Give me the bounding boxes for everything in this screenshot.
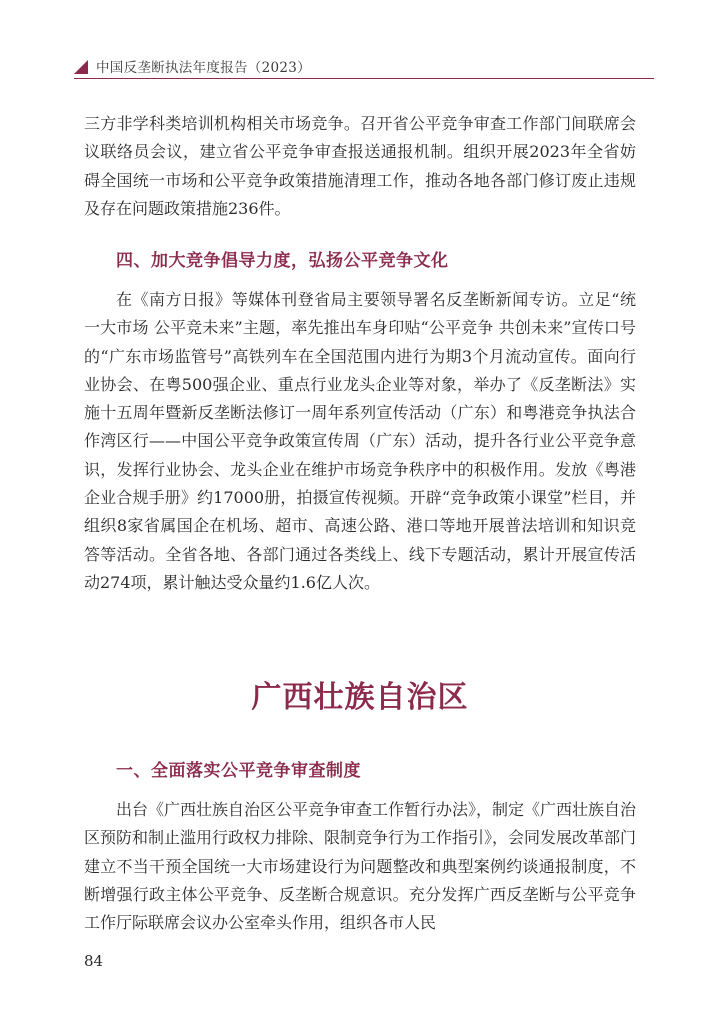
header-triangle-mark (74, 60, 88, 74)
header-title: 中国反垄断执法年度报告（2023） (96, 60, 311, 76)
section-heading-4: 四、加大竞争倡导力度，弘扬公平竞争文化 (116, 251, 449, 271)
section-heading-1: 一、全面落实公平竞争审查制度 (116, 761, 361, 781)
paragraph-review-system: 出台《广西壮族自治区公平竞争审查工作暂行办法》，制定《广西壮族自治区预防和制止滥用行政权力排除、限制竞争行为工作指引》，会同发展改革部门建立不当干预全国统一大市场建设行为问题整改和典型案例约谈通报制度，不断增强行政主体公平竞争、反垄断合规意识。充分发挥广西反垄断与公平竞争工作厅际联席会议办公室牵头作用，组织各市人民 (84, 800, 637, 933)
paragraph-continuation: 三方非学科类培训机构相关市场竞争。召开省公平竞争审查工作部门间联席会议联络员会议，建立省公平竞争审查报送通报机制。组织开展2023年全省妨碍全国统一市场和公平竞争政策措施清理工作，推动各地各部门修订废止违规及存在问题政策措施236件。 (84, 114, 636, 218)
header-rule (74, 78, 654, 79)
running-header (74, 54, 654, 78)
region-title: 广西壮族自治区 (251, 680, 469, 715)
page-number: 84 (84, 952, 104, 970)
paragraph-advocacy: 在《南方日报》等媒体刊登省局主要领导署名反垄断新闻专访。立足“统一大市场 公平竞未来”主题，率先推出车身印贴“公平竞争 共创未来”宣传口号的“广东市场监管号”高铁列车在全国范围内进行为期3个月流动宣传。面向行业协会、在粤500强企业、重点行业龙头企业等对象，举办了《反垄断法》实施十五周年暨新反垄断法修订一周年系列宣传活动（广东）和粤港竞争执法合作湾区行——中国公平竞争政策宣传周（广东）活动，提升各行业公平竞争意识，发挥行业协会、龙头企业在维护市场竞争秩序中的积极作用。发放《粤港企业合规手册》约17000册，拍摄宣传视频。开辟“竞争政策小课堂”栏目，并组织8家省属国企在机场、超市、高速公路、港口等地开展普法培训和知识竞答等活动。全省各地、各部门通过各类线上、线下专题活动，累计开展宣传活动274项，累计触达受众量约1.6亿人次。 (84, 290, 636, 592)
